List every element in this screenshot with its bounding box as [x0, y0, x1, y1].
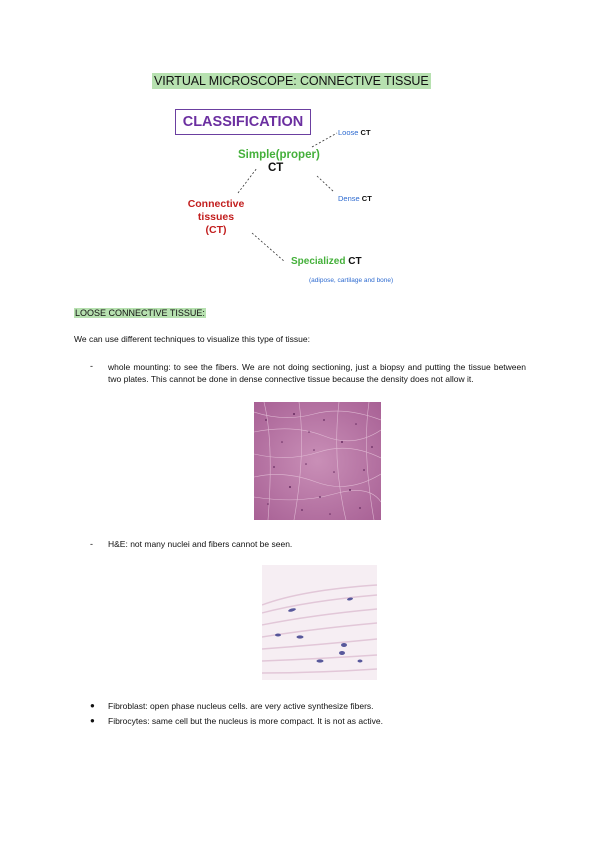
- page-title: VIRTUAL MICROSCOPE: CONNECTIVE TISSUE: [154, 74, 429, 88]
- section-heading: LOOSE CONNECTIVE TISSUE:: [75, 308, 205, 318]
- list-marker: -: [90, 361, 93, 371]
- connective-line3: (CT): [205, 224, 227, 236]
- connector-simple-dense: [317, 176, 334, 192]
- loose-ct: CT: [360, 128, 371, 137]
- simple-proper-label: Simple(proper): [238, 149, 320, 161]
- bullet-marker: ●: [90, 716, 95, 725]
- specialized-ct: CT: [348, 256, 362, 267]
- dense-ct: CT: [361, 194, 372, 203]
- dense-label: Dense: [338, 194, 360, 203]
- intro-text: We can use different techniques to visualize this type of tissue:: [74, 334, 310, 344]
- dense-ct-node: [338, 194, 372, 203]
- list-marker: -: [90, 539, 93, 549]
- connector-simple-loose: [312, 133, 337, 147]
- connector-connective-specialized: [252, 233, 285, 262]
- specialized-note: (adipose, cartilage and bone): [309, 277, 394, 284]
- connective-line1: Connective: [187, 198, 245, 210]
- bullet-fibrocytes: Fibrocytes: same cell but the nucleus is more compact. It is not as active.: [108, 716, 383, 726]
- classification-box: CLASSIFICATION: [175, 109, 311, 135]
- connective-line2: tissues: [197, 211, 235, 223]
- bullet-marker: ●: [90, 701, 95, 710]
- he-stain-micrograph: [262, 565, 377, 680]
- connective-tissues-node: [183, 198, 249, 237]
- list-item-whole-mounting: whole mounting: to see the fibers. We are not doing sectioning, just a biopsy and putting the tissue between two plates. This cannot be done in dense connective tissue because the density does not allow it.: [108, 362, 526, 385]
- specialized-label: Specialized: [291, 256, 346, 267]
- whole-mount-micrograph: [254, 402, 381, 520]
- loose-ct-node: [338, 128, 371, 137]
- bullet-fibroblast: Fibroblast: open phase nucleus cells. are very active synthesize fibers.: [108, 701, 374, 711]
- simple-ct-label: CT: [268, 162, 284, 174]
- specialized-ct-node: [291, 256, 362, 267]
- connector-connective-simple: [238, 168, 257, 193]
- loose-label: Loose: [338, 128, 359, 137]
- list-item-he: H&E: not many nuclei and fibers cannot be seen.: [108, 539, 293, 549]
